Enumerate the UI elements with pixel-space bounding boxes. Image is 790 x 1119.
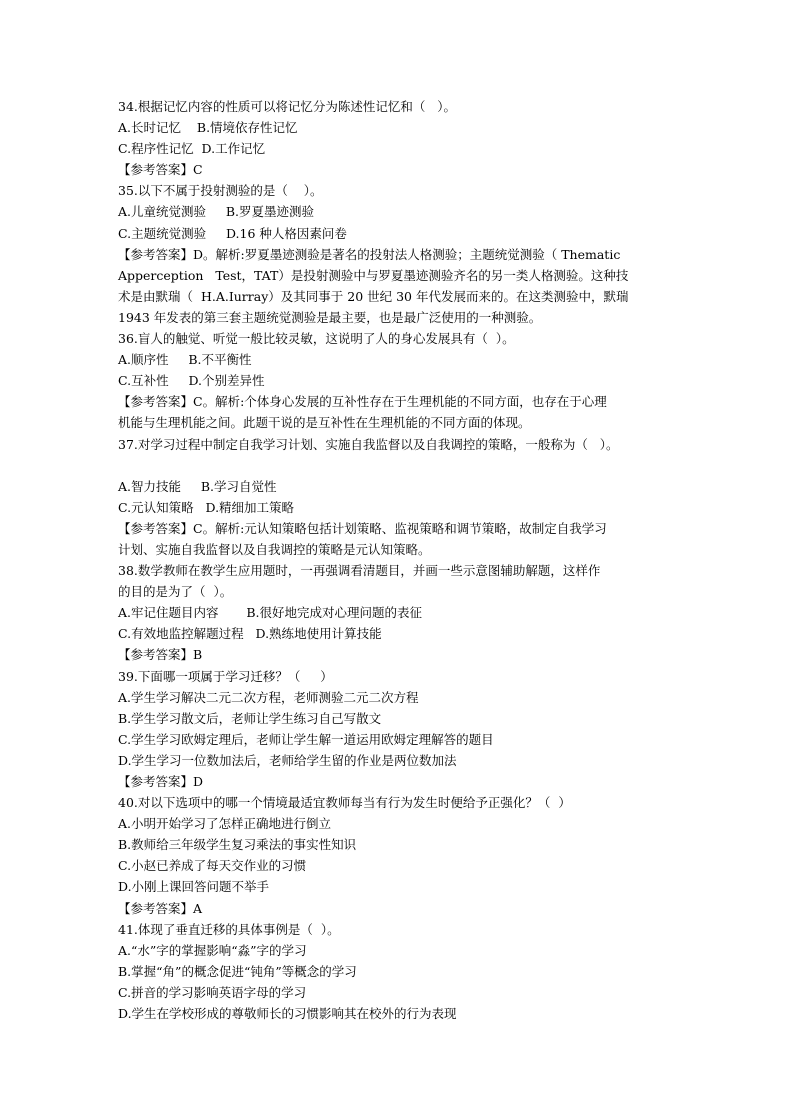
question-text-line: 38.数学教师在教学生应用题时，一再强调看清题目，并画一些示意图辅助解题，这样作 — [118, 563, 601, 579]
option-line: C.拼音的学习影响英语字母的学习 — [118, 984, 307, 1000]
question-block — [118, 96, 680, 180]
question-block — [118, 560, 680, 665]
question-text-line: 40.对以下选项中的哪一个情境最适宜教师每当有行为发生时便给予正强化？（ ） — [118, 795, 571, 811]
option-line: A.“水”字的掌握影响“淼”字的学习 — [118, 942, 307, 958]
option-line: A.智力技能 B.学习自觉性 — [118, 478, 277, 494]
question-text-line: 37.对学习过程中制定自我学习计划、实施自我监督以及自我调控的策略，一般称为（ ）。 — [118, 436, 619, 452]
question-text-line: 39.下面哪一项属于学习迁移？（ ） — [118, 668, 333, 684]
option-line: C.有效地监控解题过程 D.熟练地使用计算技能 — [118, 626, 382, 642]
answer-line: 【参考答案】D。解析:罗夏墨迹测验是著名的投射法人格测验；主题统觉测验（ Thematic — [118, 246, 621, 262]
question-block — [118, 666, 680, 793]
question-text-line: 的目的是为了（ ）。 — [118, 584, 233, 600]
question-block — [118, 328, 680, 433]
question-text-line: 41.体现了垂直迁移的具体事例是（ ）。 — [118, 921, 340, 937]
option-line: A.学生学习解决二元二次方程，老师测验二元二次方程 — [118, 689, 419, 705]
option-line: D.学生学习一位数加法后，老师给学生留的作业是两位数加法 — [118, 752, 457, 768]
question-block — [118, 792, 680, 919]
question-text-line: Apperception Test，TAT）是投射测验中与罗夏墨迹测验齐名的另一类人格测验。这种技 — [118, 267, 629, 283]
question-text-line: 1943 年发表的第三套主题统觉测验是最主要，也是最广泛使用的一种测验。 — [118, 309, 542, 325]
document-page — [118, 96, 680, 1024]
question-text-line: 计划、实施自我监督以及自我调控的策略是元认知策略。 — [118, 541, 431, 557]
question-block — [118, 919, 680, 1024]
question-block — [118, 434, 680, 561]
answer-line: 【参考答案】C。解析:个体身心发展的互补性存在于生理机能的不同方面，也存在于心理 — [118, 394, 607, 410]
blank-line — [118, 455, 680, 476]
option-line: C.主题统觉测验 D.16 种人格因素问卷 — [118, 225, 347, 241]
option-line: B.学生学习散文后，老师让学生练习自己写散文 — [118, 710, 382, 726]
answer-line: 【参考答案】C — [118, 162, 203, 178]
answer-line: 【参考答案】B — [118, 647, 203, 663]
question-text-line: 35.以下不属于投射测验的是（ ）。 — [118, 183, 323, 199]
question-text-line: 机能与生理机能之间。此题干说的是互补性在生理机能的不同方面的体现。 — [118, 415, 531, 431]
question-text-line: 34.根据记忆内容的性质可以将记忆分为陈述性记忆和（ ）。 — [118, 99, 457, 114]
answer-line: 【参考答案】C。解析:元认知策略包括计划策略、监视策略和调节策略，故制定自我学习 — [118, 520, 607, 536]
option-line: C.小赵已养成了每天交作业的习惯 — [118, 858, 307, 874]
option-line: C.学生学习欧姆定理后，老师让学生解一道运用欧姆定理解答的题目 — [118, 731, 494, 747]
option-line: A.顺序性 B.不平衡性 — [118, 352, 252, 368]
question-block — [118, 180, 680, 328]
question-text-line: 36.盲人的触觉、听觉一般比较灵敏，这说明了人的身心发展具有（ ）。 — [118, 331, 515, 347]
answer-line: 【参考答案】D — [118, 774, 204, 789]
option-line: C.互补性 D.个别差异性 — [118, 373, 265, 389]
option-line: A.牢记住题目内容 B.很好地完成对心理问题的表征 — [118, 605, 422, 621]
option-line: A.长时记忆 B.情境依存性记忆 — [118, 120, 298, 136]
answer-line: 【参考答案】A — [118, 900, 203, 916]
option-line: C.程序性记忆 D.工作记忆 — [118, 141, 266, 157]
option-line: B.教师给三年级学生复习乘法的事实性知识 — [118, 837, 357, 853]
question-text-line: 术是由默瑞（ H.A.Iurray）及其同事于 20 世纪 30 年代发展而来的。在这类测验中，默瑞 — [118, 288, 629, 304]
option-line: D.学生在学校形成的尊敬师长的习惯影响其在校外的行为表现 — [118, 1006, 457, 1022]
option-line: C.元认知策略 D.精细加工策略 — [118, 499, 295, 515]
option-line: A.小明开始学习了怎样正确地进行倒立 — [118, 816, 332, 832]
option-line: A.儿童统觉测验 B.罗夏墨迹测验 — [118, 204, 315, 220]
option-line: B.掌握“角”的概念促进“钝角”等概念的学习 — [118, 963, 357, 979]
option-line: D.小刚上课回答问题不举手 — [118, 879, 270, 895]
